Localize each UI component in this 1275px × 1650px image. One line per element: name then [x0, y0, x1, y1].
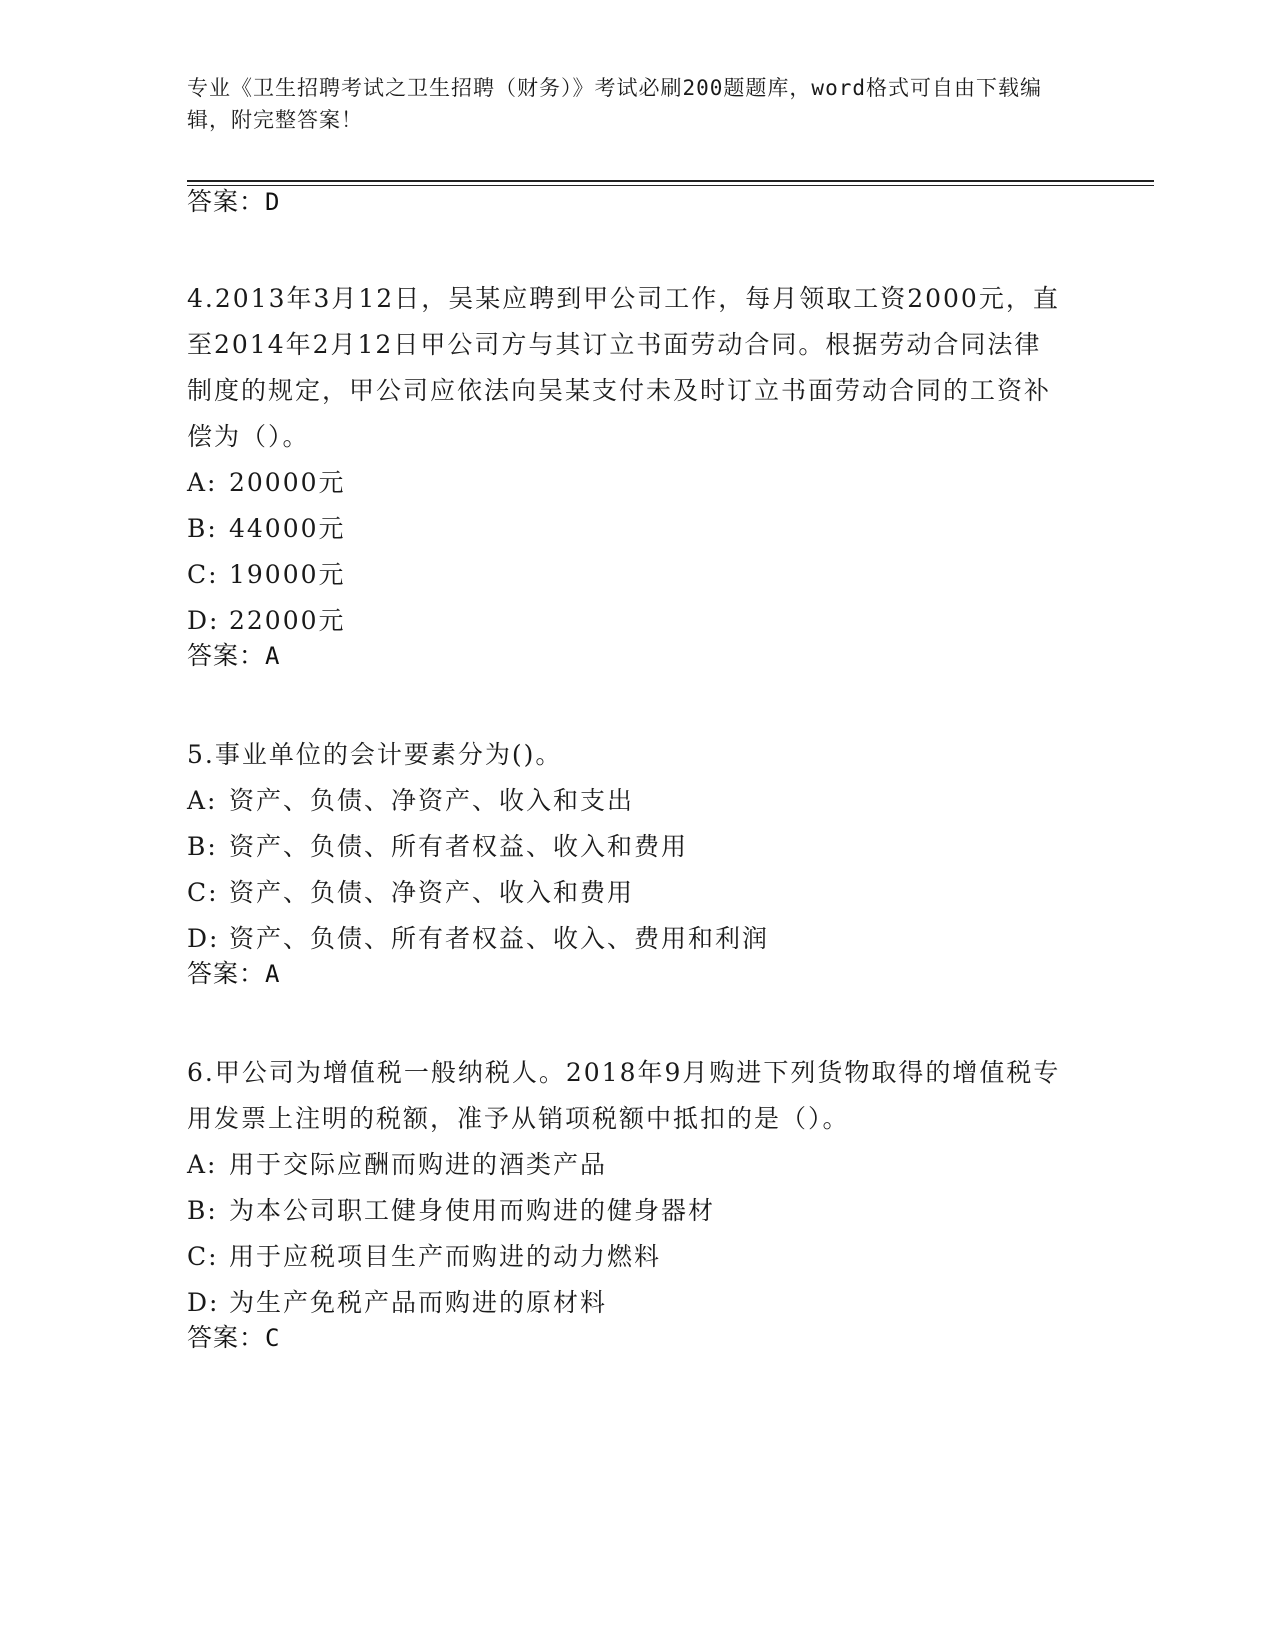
- question-6: [187, 1050, 1067, 1326]
- option-text: 19000元: [229, 560, 346, 589]
- option-key: D:: [187, 1288, 220, 1317]
- answer-label: 答案：: [187, 1323, 266, 1352]
- answer-label: 答案：: [187, 187, 266, 216]
- option-key: C:: [187, 878, 219, 907]
- question-stem: 5.事业单位的会计要素分为()。: [187, 740, 563, 769]
- header-title: 专业《卫生招聘考试之卫生招聘（财务）》考试必刷200题题库，word格式可自由下载编辑，附完整答案！: [187, 76, 1042, 132]
- option-c: [187, 870, 1067, 916]
- option-key: A:: [187, 468, 218, 497]
- option-key: B:: [187, 832, 218, 861]
- option-text: 44000元: [229, 514, 346, 543]
- option-text: 22000元: [229, 606, 346, 635]
- option-key: B:: [187, 1196, 218, 1225]
- question-4: [187, 276, 1067, 644]
- header-divider-thick: [187, 180, 1154, 182]
- page-header: [187, 72, 1067, 136]
- answer-value: D: [265, 188, 281, 216]
- option-text: 20000元: [229, 468, 346, 497]
- option-d: [187, 916, 1067, 962]
- option-a: [187, 778, 1067, 824]
- option-b: [187, 506, 1067, 552]
- answer-line-q5: [187, 958, 280, 990]
- option-key: A:: [187, 786, 218, 815]
- question-stem: 6.甲公司为增值税一般纳税人。2018年9月购进下列货物取得的增值税专用发票上注明的税额，准予从销项税额中抵扣的是（）。: [187, 1058, 1061, 1133]
- answer-value: A: [265, 960, 281, 988]
- option-text: 资产、负债、所有者权益、收入和费用: [229, 832, 689, 861]
- option-key: C:: [187, 560, 219, 589]
- option-key: B:: [187, 514, 218, 543]
- option-text: 为本公司职工健身使用而购进的健身器材: [229, 1196, 716, 1225]
- option-text: 用于交际应酬而购进的酒类产品: [229, 1150, 608, 1179]
- option-c: [187, 552, 1067, 598]
- answer-value: C: [265, 1324, 281, 1352]
- option-text: 为生产免税产品而购进的原材料: [229, 1288, 608, 1317]
- answer-value: A: [265, 642, 281, 670]
- option-key: D:: [187, 606, 220, 635]
- answer-line-prev: [187, 186, 280, 218]
- question-5: [187, 732, 1067, 962]
- option-text: 用于应税项目生产而购进的动力燃料: [229, 1242, 662, 1271]
- answer-line-q6: [187, 1322, 280, 1354]
- option-c: [187, 1234, 1067, 1280]
- header-divider-thin: [187, 185, 1154, 186]
- question-stem: 4.2013年3月12日，吴某应聘到甲公司工作，每月领取工资2000元，直至2014年2月12日甲公司方与其订立书面劳动合同。根据劳动合同法律制度的规定，甲公司应依法向吴某支付未及时订立书面劳动合同的工资补偿为（）。: [187, 284, 1060, 451]
- option-d: [187, 1280, 1067, 1326]
- option-key: A:: [187, 1150, 218, 1179]
- option-text: 资产、负债、净资产、收入和费用: [229, 878, 635, 907]
- option-key: C:: [187, 1242, 219, 1271]
- answer-line-q4: [187, 640, 280, 672]
- option-text: 资产、负债、净资产、收入和支出: [229, 786, 635, 815]
- option-key: D:: [187, 924, 220, 953]
- option-b: [187, 1188, 1067, 1234]
- option-d: [187, 598, 1067, 644]
- option-b: [187, 824, 1067, 870]
- option-a: [187, 460, 1067, 506]
- option-text: 资产、负债、所有者权益、收入、费用和利润: [229, 924, 770, 953]
- option-a: [187, 1142, 1067, 1188]
- answer-label: 答案：: [187, 959, 266, 988]
- answer-label: 答案：: [187, 641, 266, 670]
